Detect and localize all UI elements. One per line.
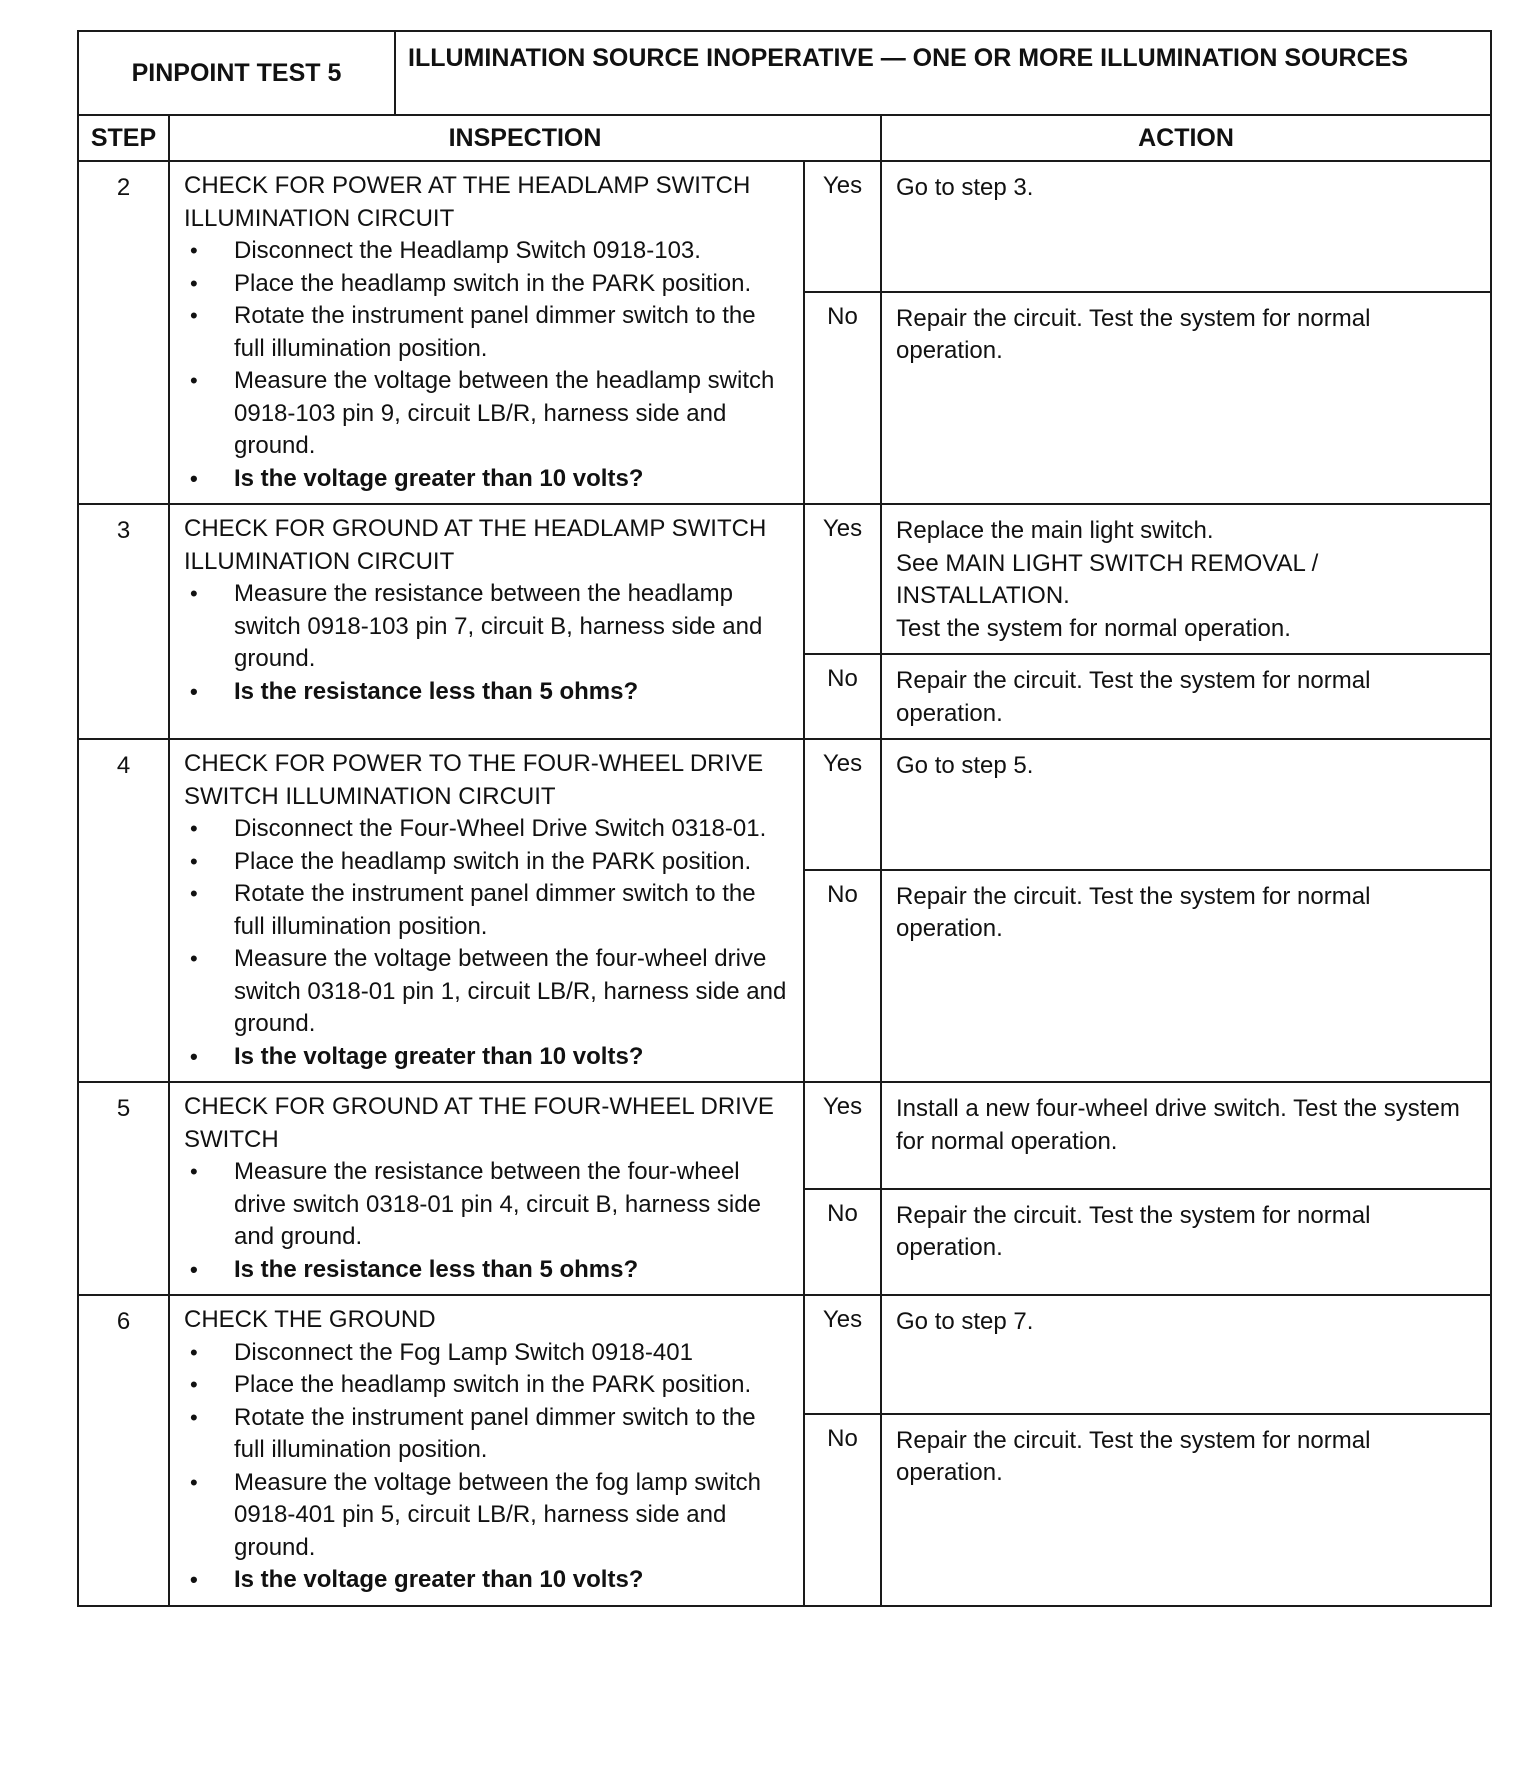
step-number: 5: [78, 1082, 169, 1295]
yes-action-line: Replace the main light switch.: [896, 517, 1214, 544]
no-action-line: Repair the circuit. Test the system for normal operation.: [896, 1426, 1371, 1487]
inspection-question: • Is the voltage greater than 10 volts?: [184, 463, 789, 496]
inspection-title: CHECK FOR POWER AT THE HEADLAMP SWITCH ILLUMINATION CIRCUIT: [184, 172, 751, 232]
inspection-cell: [169, 161, 804, 504]
inspection-bullet: • Measure the voltage between the fog lamp switch 0918-401 pin 5, circuit LB/R, harness side and ground.: [184, 1467, 789, 1565]
no-label: No: [804, 1414, 881, 1606]
inspection-title: CHECK FOR POWER TO THE FOUR-WHEEL DRIVE SWITCH ILLUMINATION CIRCUIT: [184, 750, 764, 810]
inspection-bullet: • Rotate the instrument panel dimmer switch to the full illumination position.: [184, 300, 789, 365]
step-number: 2: [78, 161, 169, 504]
action-column-header: ACTION: [881, 115, 1491, 161]
inspection-bullet: • Place the headlamp switch in the PARK position.: [184, 268, 789, 301]
step-column-header: STEP: [78, 115, 169, 161]
inspection-bullet: • Place the headlamp switch in the PARK position.: [184, 1369, 789, 1402]
no-action-line: Repair the circuit. Test the system for normal operation.: [896, 882, 1371, 943]
no-action-cell: [881, 654, 1491, 739]
yes-action-line: Install a new four-wheel drive switch. Test the system for normal operation.: [896, 1095, 1460, 1155]
inspection-bullet: • Measure the resistance between the headlamp switch 0918-103 pin 7, circuit B, harness side and ground.: [184, 578, 789, 676]
inspection-cell: [169, 1295, 804, 1606]
yes-action-cell: [881, 161, 1491, 292]
inspection-bullets: [184, 1337, 789, 1597]
step-row-yes: [78, 1295, 1491, 1414]
step-row-yes: [78, 1082, 1491, 1189]
inspection-cell: [169, 739, 804, 1082]
inspection-bullet: • Disconnect the Four-Wheel Drive Switch 0318-01.: [184, 813, 789, 846]
steps-body: [78, 161, 1491, 1606]
inspection-cell: [169, 1082, 804, 1295]
yes-label: Yes: [804, 504, 881, 654]
yes-label: Yes: [804, 739, 881, 870]
no-action-line: Repair the circuit. Test the system for normal operation.: [896, 304, 1371, 365]
step-number: 3: [78, 504, 169, 739]
no-action-line: Repair the circuit. Test the system for normal operation.: [896, 667, 1371, 727]
inspection-column-header: INSPECTION: [169, 115, 881, 161]
inspection-bullet: • Disconnect the Headlamp Switch 0918-103.: [184, 235, 789, 268]
yes-action-cell: [881, 739, 1491, 870]
no-action-cell: [881, 292, 1491, 504]
inspection-bullets: [184, 813, 789, 1073]
pinpoint-test-document: [77, 30, 1492, 1607]
yes-action-cell: [881, 1295, 1491, 1414]
no-action-cell: [881, 1414, 1491, 1606]
inspection-bullet: • Rotate the instrument panel dimmer switch to the full illumination position.: [184, 1402, 789, 1467]
inspection-title: CHECK FOR GROUND AT THE FOUR-WHEEL DRIVE SWITCH: [184, 1093, 774, 1153]
step-row-yes: [78, 739, 1491, 870]
no-label: No: [804, 1189, 881, 1296]
inspection-bullets: [184, 578, 789, 708]
no-action-cell: [881, 1189, 1491, 1296]
yes-action-line: Go to step 3.: [896, 174, 1034, 201]
no-label: No: [804, 870, 881, 1082]
pinpoint-test-label: PINPOINT TEST 5: [78, 31, 395, 115]
inspection-question: • Is the voltage greater than 10 volts?: [184, 1041, 789, 1074]
yes-label: Yes: [804, 1082, 881, 1189]
step-row-yes: [78, 161, 1491, 292]
yes-action-line: Go to step 7.: [896, 1308, 1034, 1335]
inspection-title: CHECK THE GROUND: [184, 1306, 436, 1333]
steps-table: [77, 114, 1492, 1607]
inspection-bullet: • Measure the resistance between the four-wheel drive switch 0318-01 pin 4, circuit B, harness side and ground.: [184, 1156, 789, 1254]
inspection-bullets: [184, 1156, 789, 1286]
inspection-bullet: • Disconnect the Fog Lamp Switch 0918-401: [184, 1337, 789, 1370]
inspection-bullet: • Measure the voltage between the headlamp switch 0918-103 pin 9, circuit LB/R, harness side and ground.: [184, 365, 789, 463]
inspection-bullets: [184, 235, 789, 495]
inspection-question: • Is the resistance less than 5 ohms?: [184, 676, 789, 709]
no-action-line: Repair the circuit. Test the system for normal operation.: [896, 1201, 1371, 1261]
inspection-cell: [169, 504, 804, 739]
yes-action-line: Test the system for normal operation.: [896, 614, 1291, 642]
yes-action-line: See MAIN LIGHT SWITCH REMOVAL / INSTALLATION.: [896, 549, 1319, 609]
no-action-cell: [881, 870, 1491, 1082]
yes-action-cell: [881, 504, 1491, 654]
step-number: 4: [78, 739, 169, 1082]
yes-label: Yes: [804, 1295, 881, 1414]
inspection-bullet: • Place the headlamp switch in the PARK position.: [184, 846, 789, 879]
yes-label: Yes: [804, 161, 881, 292]
no-label: No: [804, 654, 881, 739]
yes-action-cell: [881, 1082, 1491, 1189]
inspection-bullet: • Measure the voltage between the four-wheel drive switch 0318-01 pin 1, circuit LB/R, harness side and ground.: [184, 943, 789, 1041]
test-title: ILLUMINATION SOURCE INOPERATIVE — ONE OR MORE ILLUMINATION SOURCES: [395, 31, 1491, 115]
inspection-title: CHECK FOR GROUND AT THE HEADLAMP SWITCH ILLUMINATION CIRCUIT: [184, 515, 767, 575]
inspection-bullet: • Rotate the instrument panel dimmer switch to the full illumination position.: [184, 878, 789, 943]
step-number: 6: [78, 1295, 169, 1606]
header-table: [77, 30, 1492, 116]
yes-action-line: Go to step 5.: [896, 752, 1034, 779]
step-row-yes: [78, 504, 1491, 654]
inspection-question: • Is the voltage greater than 10 volts?: [184, 1564, 789, 1597]
inspection-question: • Is the resistance less than 5 ohms?: [184, 1254, 789, 1287]
no-label: No: [804, 292, 881, 504]
